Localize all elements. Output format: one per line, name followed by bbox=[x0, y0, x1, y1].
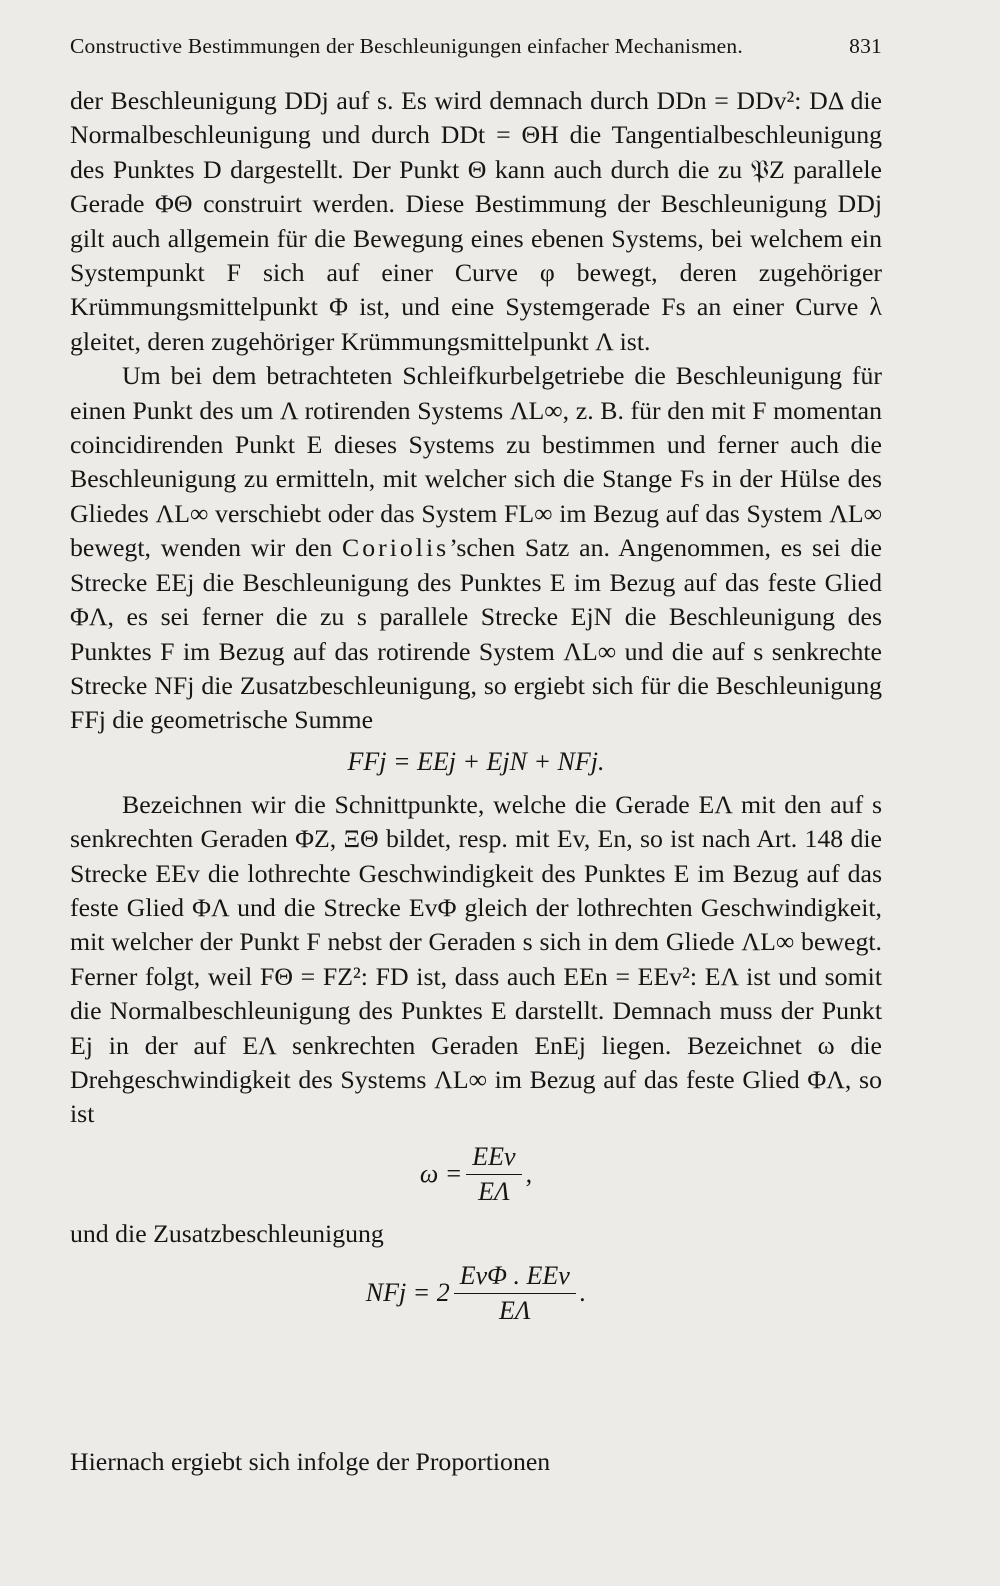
formula-omega-fraction bbox=[466, 1142, 521, 1207]
paragraph-4: und die Zusatzbeschleunigung bbox=[70, 1218, 384, 1248]
page-number: 831 bbox=[849, 34, 882, 58]
formula-geometric-sum: FFj = EEj + EjN + NFj. bbox=[347, 746, 605, 776]
coriolis-name: Coriolis bbox=[342, 533, 450, 563]
last-line: Hiernach ergiebt sich infolge der Proportionen bbox=[70, 1447, 551, 1476]
formula-omega-numerator: EEv bbox=[466, 1142, 521, 1175]
paragraph-2-end: ’schen Satz an. Angenommen, es sei die Strecke EEj die Beschleunigung des Punktes E im Bezug auf das feste Glied ΦΛ, es sei ferner die zu s parallele Strecke EjN die Beschleunigung des Punktes F im Bezug auf das rotirende System ΛL∞ und die auf s senkrechte Strecke NFj die Zusatzbeschleunigung, so ergiebt sich für die Beschleunigung FFj die geometrische Summe bbox=[70, 533, 882, 735]
formula-nfj-fraction bbox=[454, 1261, 576, 1326]
running-header bbox=[70, 34, 882, 59]
body-text bbox=[70, 84, 882, 1336]
paragraph-1: der Beschleunigung DDj auf s. Es wird demnach durch DDn = DDv²: DΔ die Normalbeschleunigung und durch DDt = ΘH die Tangentialbeschleunigung des Punktes D dargestellt. Der Punkt Θ kann auch durch die zu 𝔓Z parallele Gerade ΦΘ construirt werden. Diese Bestimmung der Beschleunigung DDj gilt auch allgemein für die Bewegung eines ebenen Systems, bei welchem ein Systempunkt F sich auf einer Curve φ bewegt, deren zugehöriger Krümmungsmittelpunkt Φ ist, und eine Systemgerade Fs an einer Curve λ gleitet, deren zugehöriger Krümmungsmittelpunkt Λ ist. bbox=[70, 86, 882, 356]
formula-nfj-tail: . bbox=[579, 1278, 587, 1308]
paragraph-2-start: Um bei dem betrachteten Schleifkurbelgetriebe die Beschleunigung für einen Punkt des um Λ rotirenden Systems ΛL∞, z. B. für den mit F momentan coincidirenden Punkt E dieses Systems zu bestimmen und ferner auch die Beschleunigung zu ermitteln, mit welcher sich die Stange Fs in der Hülse des Gliedes ΛL∞ verschiebt oder das System FL∞ im Bezug auf das System ΛL∞ bewegt, wenden wir den bbox=[70, 361, 882, 563]
formula-omega-lhs: ω = bbox=[419, 1159, 463, 1189]
formula-nfj bbox=[70, 1261, 882, 1326]
paragraph-2 bbox=[70, 359, 882, 737]
formula-omega-tail: , bbox=[525, 1159, 533, 1189]
formula-omega-denominator: EΛ bbox=[478, 1176, 510, 1206]
formula-nfj-numerator: EvΦ . EEv bbox=[454, 1261, 576, 1294]
formula-nfj-lhs: NFj = 2 bbox=[365, 1278, 450, 1308]
header-title: Constructive Bestimmungen der Beschleunigungen einfacher Mechanismen. bbox=[70, 34, 743, 58]
formula-nfj-denominator: EΛ bbox=[498, 1296, 531, 1326]
paragraph-3: Bezeichnen wir die Schnittpunkte, welche die Gerade EΛ mit den auf s senkrechten Geraden ΦZ, ΞΘ bildet, resp. mit Ev, En, so ist nach Art. 148 die Strecke EEv die lothrechte Geschwindigkeit des Punktes E im Bezug auf das feste Glied ΦΛ und die Strecke EvΦ gleich der lothrechten Geschwindigkeit, mit welcher der Punkt F nebst der Geraden s sich in dem Gliede ΛL∞ bewegt. Ferner folgt, weil FΘ = FZ²: FD ist, dass auch EEn = EEv²: EΛ ist und somit die Normalbeschleunigung des Punktes E darstellt. Demnach muss der Punkt Ej in der auf EΛ senkrechten Geraden EnEj liegen. Bezeichnet ω die Drehgeschwindigkeit des Systems ΛL∞ im Bezug auf das feste Glied ΦΛ, so ist bbox=[70, 789, 882, 1129]
formula-omega bbox=[70, 1142, 882, 1207]
